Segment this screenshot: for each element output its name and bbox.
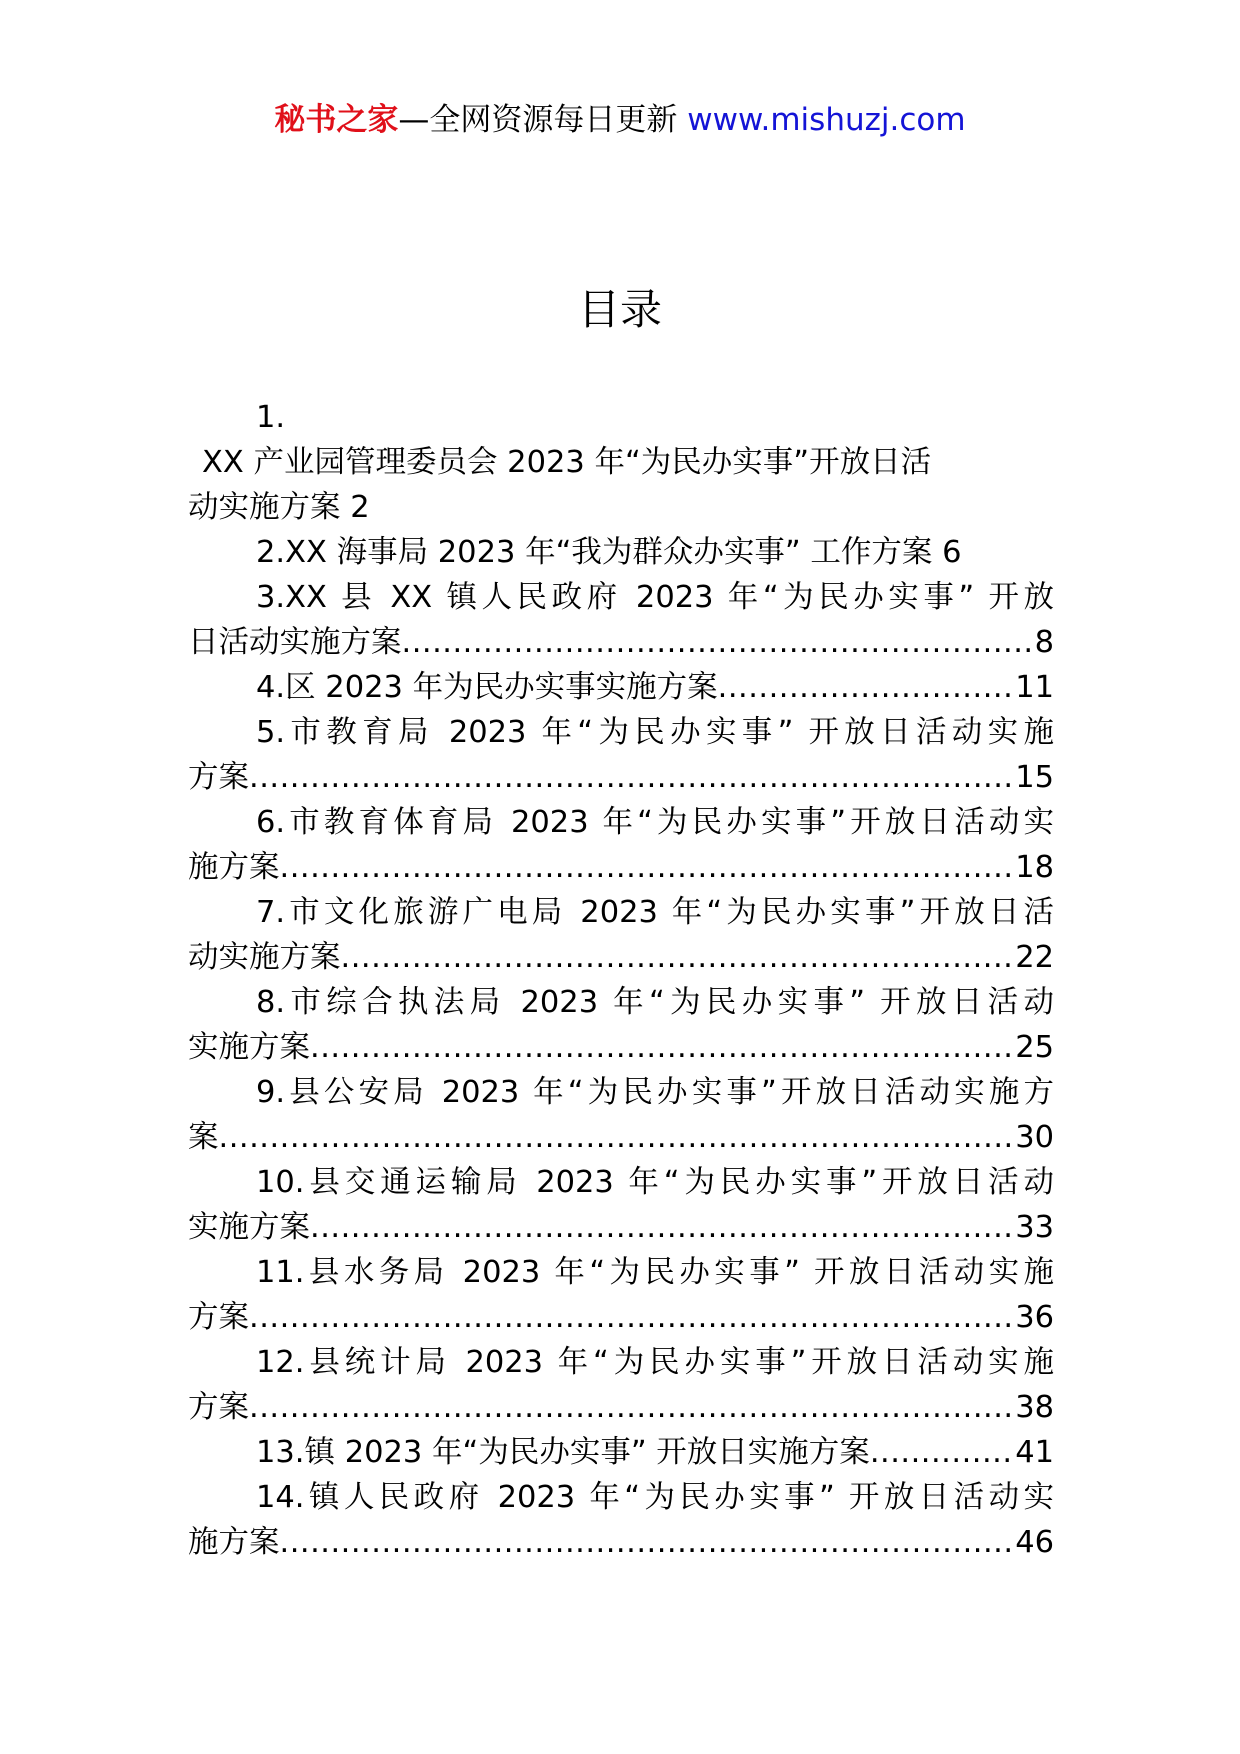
- toc-entry-9-line[interactable]: 9.县公安局 2023 年“为民办实事”开放日活动实施方: [256, 1075, 1054, 1110]
- toc-entry-7-text: 动实施方案: [188, 940, 341, 975]
- toc-entry-4-leader[interactable]: [188, 665, 1054, 710]
- toc-entry-14-text: 施方案: [188, 1525, 280, 1560]
- toc-entry-6-leader[interactable]: [188, 845, 1054, 890]
- toc-entry-13-leader[interactable]: [188, 1430, 1054, 1475]
- toc-page-number: 46: [1015, 1525, 1054, 1560]
- toc-page-number: 25: [1015, 1030, 1054, 1065]
- toc-entry-10-leader[interactable]: [188, 1205, 1054, 1250]
- toc-entry-1-line[interactable]: XX 产业园管理委员会 2023 年“为民办实事”开放日活: [202, 445, 932, 480]
- toc-entry-1-line[interactable]: 动实施方案 2: [188, 490, 370, 525]
- toc-page-number: 30: [1015, 1120, 1054, 1155]
- leader-dots: [402, 620, 1035, 665]
- toc-entry-2[interactable]: 2.XX 海事局 2023 年“我为群众办实事” 工作方案 6: [256, 535, 962, 570]
- toc-entry-5-leader[interactable]: [188, 755, 1054, 800]
- toc-entry-8-text: 实施方案: [188, 1030, 310, 1065]
- leader-dots: [219, 1115, 1016, 1160]
- site-url-link[interactable]: www.mishuzj.com: [687, 102, 966, 138]
- toc-entry-3-leader[interactable]: [188, 620, 1054, 665]
- toc-entry-12-text: 方案: [188, 1390, 249, 1425]
- toc-entry-7-line[interactable]: 7.市文化旅游广电局 2023 年“为民办实事”开放日活: [256, 895, 1054, 930]
- site-header: [0, 100, 1240, 140]
- toc-entry-4-text: 4.区 2023 年为民办实事实施方案: [256, 670, 718, 705]
- toc-entry-8-leader[interactable]: [188, 1025, 1054, 1070]
- toc-entry-10-text: 实施方案: [188, 1210, 310, 1245]
- leader-dots: [249, 1295, 1015, 1340]
- leader-dots: [341, 935, 1016, 980]
- page-title: 目录: [577, 285, 662, 334]
- toc-entry-12-leader[interactable]: [188, 1385, 1054, 1430]
- leader-dots: [280, 845, 1016, 890]
- toc-page-number: 41: [1015, 1435, 1054, 1470]
- toc-entry-3-line[interactable]: 3.XX 县 XX 镇人民政府 2023 年“为民办实事” 开放: [256, 580, 1054, 615]
- leader-dots: [718, 665, 1016, 710]
- header-tagline: —全网资源每日更新: [398, 102, 678, 138]
- toc-entry-7-leader[interactable]: [188, 935, 1054, 980]
- toc-page-number: 18: [1015, 850, 1054, 885]
- toc-entry-14-line[interactable]: 14.镇人民政府 2023 年“为民办实事” 开放日活动实: [256, 1480, 1054, 1515]
- toc-entry-6-text: 施方案: [188, 850, 280, 885]
- toc-entry-11-leader[interactable]: [188, 1295, 1054, 1340]
- toc-entry-5-line[interactable]: 5.市教育局 2023 年“为民办实事” 开放日活动实施: [256, 715, 1054, 750]
- toc-entry-8-line[interactable]: 8.市综合执法局 2023 年“为民办实事” 开放日活动: [256, 985, 1054, 1020]
- leader-dots: [280, 1520, 1016, 1565]
- toc-page-number: 8: [1034, 625, 1054, 660]
- toc-entry-5-text: 方案: [188, 760, 249, 795]
- toc-page-number: 38: [1015, 1390, 1054, 1425]
- leader-dots: [870, 1430, 1015, 1475]
- toc-page-number: 15: [1015, 760, 1054, 795]
- toc-page-number: 36: [1015, 1300, 1054, 1335]
- toc-entry-11-text: 方案: [188, 1300, 249, 1335]
- toc-entry-6-line[interactable]: 6.市教育体育局 2023 年“为民办实事”开放日活动实: [256, 805, 1054, 840]
- leader-dots: [310, 1205, 1015, 1250]
- toc-entry-9-leader[interactable]: [188, 1115, 1054, 1160]
- toc-page-number: 33: [1015, 1210, 1054, 1245]
- table-of-contents: [188, 395, 1054, 1565]
- toc-entry-1-number[interactable]: 1.: [256, 400, 286, 435]
- toc-entry-11-line[interactable]: 11.县水务局 2023 年“为民办实事” 开放日活动实施: [256, 1255, 1054, 1290]
- toc-page-number: 11: [1015, 670, 1054, 705]
- toc-entry-14-leader[interactable]: [188, 1520, 1054, 1565]
- toc-entry-10-line[interactable]: 10.县交通运输局 2023 年“为民办实事”开放日活动: [256, 1165, 1054, 1200]
- leader-dots: [249, 755, 1015, 800]
- toc-entry-3-text: 日活动实施方案: [188, 625, 402, 660]
- leader-dots: [310, 1025, 1015, 1070]
- toc-entry-13-text: 13.镇 2023 年“为民办实事” 开放日实施方案: [256, 1435, 870, 1470]
- toc-page-number: 22: [1015, 940, 1054, 975]
- brand-name: 秘书之家: [274, 102, 399, 138]
- leader-dots: [249, 1385, 1015, 1430]
- toc-entry-12-line[interactable]: 12.县统计局 2023 年“为民办实事”开放日活动实施: [256, 1345, 1054, 1380]
- toc-entry-9-text: 案: [188, 1120, 219, 1155]
